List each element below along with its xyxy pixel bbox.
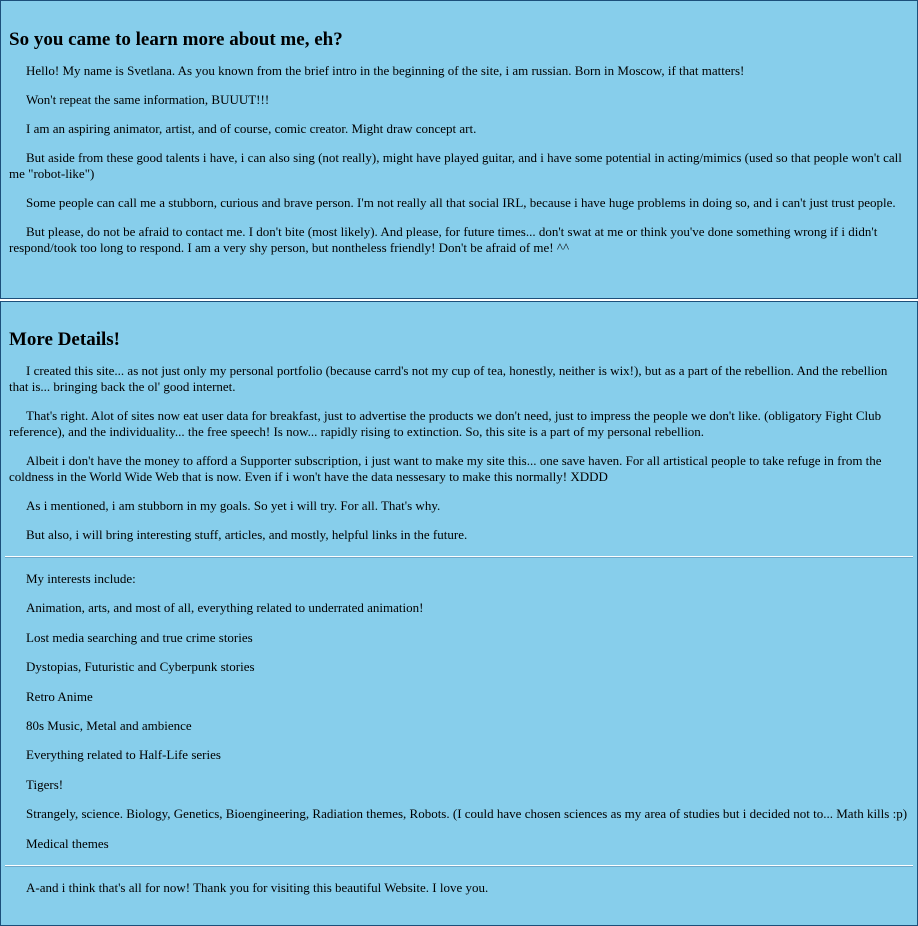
about-title: So you came to learn more about me, eh? [9, 29, 343, 50]
about-paragraph: But aside from these good talents i have, i can also sing (not really), might have played guitar, and i have some potential in acting/mimics (used so that people won't call me "robot-like") [9, 150, 902, 181]
interest-item: Everything related to Half-Life series [26, 747, 221, 763]
about-paragraph: Hello! My name is Svetlana. As you known from the brief intro in the beginning of the site, i am russian. Born in Moscow, if that matters! [26, 63, 745, 78]
details-paragraph: That's right. Alot of sites now eat user data for breakfast, just to advertise the products we don't need, just to impress the people we don't like. (obligatory Fight Club reference), and the individuality... the free speech! Is now... rapidly rising to extinction. So, this site is a part of my personal rebellion. [9, 408, 882, 439]
interests-list [9, 571, 909, 852]
about-section [0, 0, 918, 299]
details-paragraph: I created this site... as not just only my personal portfolio (because carrd's not my cup of tea, honestly, neither is wix!), but as a part of the rebellion. And the rebellion that is... bringing back the ol' good internet. [9, 363, 888, 394]
details-title: More Details! [9, 329, 120, 350]
interests-heading: My interests include: [26, 571, 136, 586]
details-paragraph: Albeit i don't have the money to afford a Supporter subscription, i just want to make my site this... one save haven. For all artistical people to take refuge in from the coldness in the World Wide Web that is now. Even if i won't have the data nessesary to make this normally! XDDD [9, 453, 882, 484]
details-paragraph: But also, i will bring interesting stuff, articles, and mostly, helpful links in the future. [26, 527, 468, 542]
details-paragraph: As i mentioned, i am stubborn in my goals. So yet i will try. For all. That's why. [26, 498, 441, 513]
about-paragraph: Won't repeat the same information, BUUUT!!! [26, 92, 270, 107]
interest-item: Strangely, science. Biology, Genetics, Bioengineering, Radiation themes, Robots. (I could have chosen sciences as my area of studies but i decided not to... Math kills :p) [26, 806, 908, 822]
interest-item: Retro Anime [26, 688, 93, 704]
interest-item: Medical themes [26, 835, 109, 851]
interest-item: Animation, arts, and most of all, everything related to underrated animation! [26, 600, 424, 616]
interest-item: Tigers! [26, 776, 64, 792]
interest-item: Lost media searching and true crime stories [26, 629, 253, 645]
details-section [0, 301, 918, 926]
interest-item: 80s Music, Metal and ambience [26, 717, 192, 733]
about-paragraph: Some people can call me a stubborn, curious and brave person. I'm not really all that social IRL, because i have huge problems in doing so, and i can't just trust people. [26, 195, 896, 210]
interest-item: Dystopias, Futuristic and Cyberpunk stories [26, 659, 255, 675]
section-divider [5, 865, 913, 867]
about-paragraph: I am an aspiring animator, artist, and of course, comic creator. Might draw concept art. [26, 121, 477, 136]
closing-text: A-and i think that's all for now! Thank you for visiting this beautiful Website. I love you. [26, 879, 489, 895]
section-divider [5, 556, 913, 558]
about-paragraph: But please, do not be afraid to contact me. I don't bite (most likely). And please, for future times... don't swat at me or think you've done something wrong if i didn't respond/took too long to respond. I am a very shy person, but nontheless friendly! Don't be afraid of me! ^^ [9, 224, 878, 255]
